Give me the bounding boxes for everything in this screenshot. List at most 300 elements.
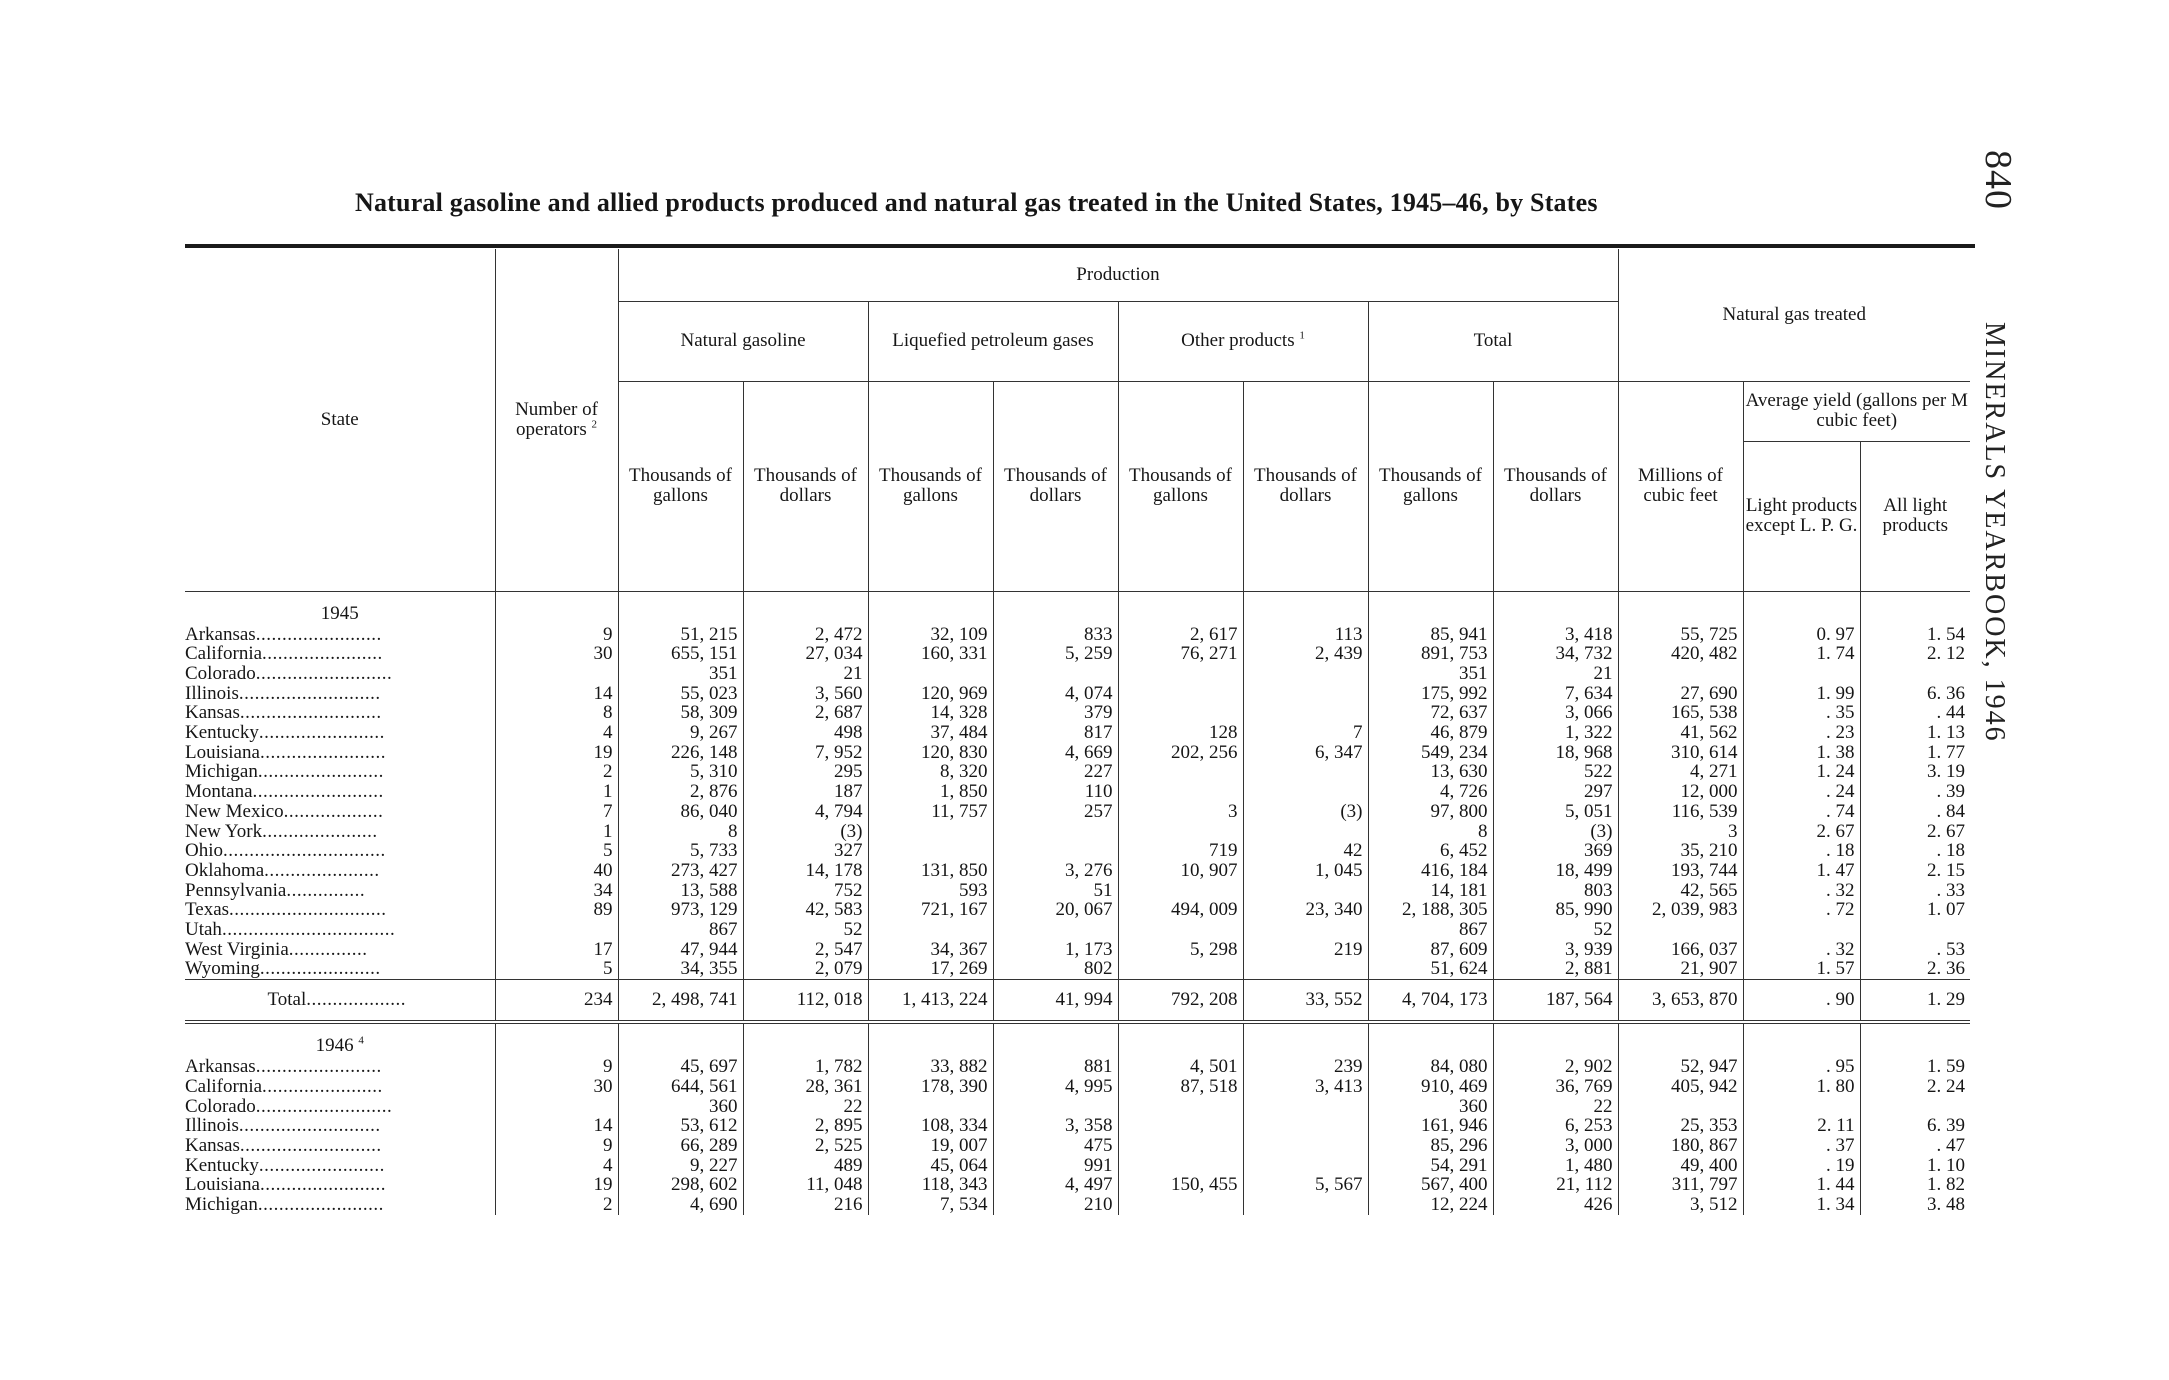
- cell-other-gallons: [1118, 762, 1243, 782]
- cell-total-gallons: 54, 291: [1368, 1156, 1493, 1176]
- header-lpg: Liquefied petroleum gases: [868, 301, 1118, 381]
- cell-lpg-gallons: 34, 367: [868, 940, 993, 960]
- cell-other-dollars: [1243, 959, 1368, 979]
- cell-total-dollars: 18, 499: [1493, 861, 1618, 881]
- cell-operators: 1: [495, 822, 618, 842]
- cell-yield-light: . 18: [1743, 841, 1860, 861]
- state-name: Arkansas........................: [185, 624, 382, 645]
- state-name: Louisiana........................: [185, 1175, 386, 1196]
- cell-ng-dollars: 752: [743, 881, 868, 901]
- table-row: [185, 782, 1970, 802]
- cell-gas-mcf: 3, 653, 870: [1618, 980, 1743, 1023]
- cell-lpg-gallons: 118, 343: [868, 1175, 993, 1195]
- cell-lpg-dollars: [993, 1097, 1118, 1117]
- cell-total-dollars: (3): [1493, 822, 1618, 842]
- table-row: [185, 920, 1970, 940]
- table-row: [185, 900, 1970, 920]
- cell-ng-gallons: 5, 310: [618, 762, 743, 782]
- cell-total-gallons: 85, 941: [1368, 625, 1493, 645]
- cell-yield-all-light: . 84: [1860, 802, 1970, 822]
- cell-total-dollars: 85, 990: [1493, 900, 1618, 920]
- cell-yield-light: 1. 99: [1743, 684, 1860, 704]
- cell-yield-all-light: 2. 12: [1860, 644, 1970, 664]
- state-name: Illinois...........................: [185, 1116, 381, 1136]
- cell-total-gallons: 6, 452: [1368, 841, 1493, 861]
- cell-total-gallons: 867: [1368, 920, 1493, 940]
- cell-ng-dollars: 2, 547: [743, 940, 868, 960]
- cell-yield-light: 1. 44: [1743, 1175, 1860, 1195]
- cell-ng-dollars: 52: [743, 920, 868, 940]
- cell-lpg-dollars: 210: [993, 1195, 1118, 1215]
- cell-lpg-dollars: 4, 497: [993, 1175, 1118, 1195]
- cell-ng-dollars: 187: [743, 782, 868, 802]
- cell-lpg-gallons: [868, 822, 993, 842]
- cell-gas-mcf: 4, 271: [1618, 762, 1743, 782]
- cell-other-dollars: [1243, 881, 1368, 901]
- state-name: Kentucky........................: [185, 723, 385, 743]
- cell-lpg-gallons: 120, 969: [868, 684, 993, 704]
- cell-ng-dollars: 2, 895: [743, 1116, 868, 1136]
- cell-other-gallons: [1118, 881, 1243, 901]
- cell-lpg-gallons: 32, 109: [868, 625, 993, 645]
- cell-total-dollars: 522: [1493, 762, 1618, 782]
- cell-total-dollars: 6, 253: [1493, 1116, 1618, 1136]
- cell-gas-mcf: 12, 000: [1618, 782, 1743, 802]
- cell-other-dollars: [1243, 1097, 1368, 1117]
- cell-total-dollars: 426: [1493, 1195, 1618, 1215]
- cell-operators: 9: [495, 1136, 618, 1156]
- header-mcf: Millions of cubic feet: [1618, 381, 1743, 591]
- cell-ng-gallons: 4, 690: [618, 1195, 743, 1215]
- table-row: [185, 822, 1970, 842]
- cell-total-gallons: 72, 637: [1368, 703, 1493, 723]
- cell-yield-light: 2. 67: [1743, 822, 1860, 842]
- cell-yield-all-light: [1860, 664, 1970, 684]
- header-all-light-products: All light products: [1860, 441, 1970, 591]
- cell-other-dollars: 42: [1243, 841, 1368, 861]
- cell-ng-gallons: 5, 733: [618, 841, 743, 861]
- cell-lpg-gallons: 37, 484: [868, 723, 993, 743]
- cell-operators: 2: [495, 762, 618, 782]
- cell-lpg-gallons: 11, 757: [868, 802, 993, 822]
- cell-yield-all-light: 1. 07: [1860, 900, 1970, 920]
- cell-yield-light: 1. 80: [1743, 1077, 1860, 1097]
- cell-yield-all-light: 3. 48: [1860, 1195, 1970, 1215]
- cell-other-gallons: [1118, 959, 1243, 979]
- cell-operators: 1: [495, 782, 618, 802]
- cell-gas-mcf: 180, 867: [1618, 1136, 1743, 1156]
- cell-operators: 4: [495, 1156, 618, 1176]
- top-rule: [185, 244, 1975, 248]
- cell-operators: [495, 1097, 618, 1117]
- cell-yield-all-light: 6. 36: [1860, 684, 1970, 704]
- cell-total-dollars: 2, 902: [1493, 1057, 1618, 1077]
- cell-total-dollars: 297: [1493, 782, 1618, 802]
- cell-operators: 34: [495, 881, 618, 901]
- cell-ng-dollars: 11, 048: [743, 1175, 868, 1195]
- cell-lpg-gallons: [868, 841, 993, 861]
- cell-operators: 17: [495, 940, 618, 960]
- cell-total-dollars: 369: [1493, 841, 1618, 861]
- cell-total-dollars: 3, 939: [1493, 940, 1618, 960]
- cell-operators: 30: [495, 1077, 618, 1097]
- table-row: [185, 1156, 1970, 1176]
- header-total-gallons: Thousands of gallons: [1368, 381, 1493, 591]
- cell-yield-all-light: 1. 54: [1860, 625, 1970, 645]
- header-operators: Number of operators $^2$: [495, 249, 618, 591]
- cell-yield-light: . 35: [1743, 703, 1860, 723]
- cell-ng-gallons: 58, 309: [618, 703, 743, 723]
- table-row: [185, 1175, 1970, 1195]
- cell-operators: 19: [495, 1175, 618, 1195]
- cell-ng-dollars: 7, 952: [743, 743, 868, 763]
- cell-operators: 30: [495, 644, 618, 664]
- cell-ng-dollars: 2, 079: [743, 959, 868, 979]
- cell-gas-mcf: 193, 744: [1618, 861, 1743, 881]
- cell-total-dollars: 36, 769: [1493, 1077, 1618, 1097]
- cell-ng-dollars: 2, 472: [743, 625, 868, 645]
- cell-lpg-dollars: 4, 669: [993, 743, 1118, 763]
- cell-ng-gallons: 55, 023: [618, 684, 743, 704]
- cell-other-gallons: [1118, 664, 1243, 684]
- cell-lpg-dollars: 4, 074: [993, 684, 1118, 704]
- cell-other-dollars: [1243, 782, 1368, 802]
- cell-other-dollars: [1243, 684, 1368, 704]
- cell-gas-mcf: 42, 565: [1618, 881, 1743, 901]
- cell-ng-dollars: 4, 794: [743, 802, 868, 822]
- cell-ng-gallons: 351: [618, 664, 743, 684]
- cell-gas-mcf: 116, 539: [1618, 802, 1743, 822]
- cell-other-gallons: 2, 617: [1118, 625, 1243, 645]
- cell-gas-mcf: 310, 614: [1618, 743, 1743, 763]
- header-ng-dollars: Thousands of dollars: [743, 381, 868, 591]
- cell-total-gallons: 87, 609: [1368, 940, 1493, 960]
- state-name: Texas..............................: [185, 900, 387, 921]
- cell-operators: 5: [495, 959, 618, 979]
- cell-other-dollars: 23, 340: [1243, 900, 1368, 920]
- cell-gas-mcf: 3: [1618, 822, 1743, 842]
- cell-ng-dollars: 489: [743, 1156, 868, 1176]
- cell-operators: 89: [495, 900, 618, 920]
- cell-ng-dollars: 295: [743, 762, 868, 782]
- table-row: [185, 1195, 1970, 1215]
- cell-other-dollars: [1243, 664, 1368, 684]
- cell-lpg-dollars: [993, 664, 1118, 684]
- table-row: [185, 940, 1970, 960]
- cell-ng-dollars: 14, 178: [743, 861, 868, 881]
- cell-ng-gallons: 53, 612: [618, 1116, 743, 1136]
- cell-total-dollars: 3, 066: [1493, 703, 1618, 723]
- cell-gas-mcf: [1618, 664, 1743, 684]
- cell-lpg-gallons: 593: [868, 881, 993, 901]
- header-production: Production: [618, 249, 1618, 301]
- cell-other-gallons: 150, 455: [1118, 1175, 1243, 1195]
- table-row: [185, 762, 1970, 782]
- cell-yield-all-light: . 39: [1860, 782, 1970, 802]
- cell-ng-dollars: 112, 018: [743, 980, 868, 1023]
- cell-lpg-dollars: 4, 995: [993, 1077, 1118, 1097]
- cell-yield-light: . 19: [1743, 1156, 1860, 1176]
- table-row: [185, 1057, 1970, 1077]
- state-name: Wyoming.......................: [185, 959, 381, 980]
- state-name: New Mexico...................: [185, 801, 384, 822]
- cell-gas-mcf: 166, 037: [1618, 940, 1743, 960]
- state-name: Kentucky........................: [185, 1155, 385, 1176]
- cell-lpg-gallons: 1, 850: [868, 782, 993, 802]
- cell-yield-light: . 32: [1743, 940, 1860, 960]
- year-label: 1945: [320, 602, 359, 624]
- cell-total-dollars: 5, 051: [1493, 802, 1618, 822]
- cell-other-dollars: 1, 045: [1243, 861, 1368, 881]
- cell-other-dollars: [1243, 703, 1368, 723]
- cell-yield-all-light: . 47: [1860, 1136, 1970, 1156]
- cell-total-gallons: 567, 400: [1368, 1175, 1493, 1195]
- year-row-1945: [185, 591, 1970, 625]
- cell-other-dollars: 7: [1243, 723, 1368, 743]
- cell-operators: 19: [495, 743, 618, 763]
- cell-lpg-dollars: 227: [993, 762, 1118, 782]
- cell-lpg-gallons: 8, 320: [868, 762, 993, 782]
- cell-total-dollars: 18, 968: [1493, 743, 1618, 763]
- cell-other-gallons: 128: [1118, 723, 1243, 743]
- header-other-products: Other products $^1$: [1118, 301, 1368, 381]
- state-name: Montana.........................: [185, 782, 384, 802]
- cell-yield-light: 1. 24: [1743, 762, 1860, 782]
- cell-yield-light: 1. 74: [1743, 644, 1860, 664]
- cell-ng-dollars: 21: [743, 664, 868, 684]
- cell-ng-dollars: 498: [743, 723, 868, 743]
- cell-ng-dollars: 2, 525: [743, 1136, 868, 1156]
- cell-lpg-gallons: 160, 331: [868, 644, 993, 664]
- cell-other-dollars: 113: [1243, 625, 1368, 645]
- cell-ng-gallons: 45, 697: [618, 1057, 743, 1077]
- table-row: [185, 664, 1970, 684]
- cell-lpg-dollars: 881: [993, 1057, 1118, 1077]
- cell-other-gallons: [1118, 920, 1243, 940]
- cell-total-gallons: 2, 188, 305: [1368, 900, 1493, 920]
- cell-ng-gallons: 34, 355: [618, 959, 743, 979]
- cell-total-gallons: 46, 879: [1368, 723, 1493, 743]
- cell-yield-all-light: [1860, 1097, 1970, 1117]
- cell-operators: 4: [495, 723, 618, 743]
- cell-other-dollars: 2, 439: [1243, 644, 1368, 664]
- cell-lpg-dollars: 51: [993, 881, 1118, 901]
- cell-total-gallons: 12, 224: [1368, 1195, 1493, 1215]
- cell-yield-all-light: 1. 13: [1860, 723, 1970, 743]
- cell-operators: 14: [495, 1116, 618, 1136]
- cell-other-gallons: 87, 518: [1118, 1077, 1243, 1097]
- cell-total-dollars: 1, 322: [1493, 723, 1618, 743]
- cell-ng-dollars: 27, 034: [743, 644, 868, 664]
- cell-yield-all-light: . 18: [1860, 841, 1970, 861]
- state-name: Louisiana........................: [185, 742, 386, 763]
- cell-ng-gallons: 86, 040: [618, 802, 743, 822]
- cell-ng-gallons: 973, 129: [618, 900, 743, 920]
- cell-yield-light: . 72: [1743, 900, 1860, 920]
- cell-operators: 14: [495, 684, 618, 704]
- cell-lpg-gallons: [868, 920, 993, 940]
- cell-lpg-gallons: 131, 850: [868, 861, 993, 881]
- cell-lpg-dollars: 991: [993, 1156, 1118, 1176]
- cell-lpg-gallons: 33, 882: [868, 1057, 993, 1077]
- page-margin-header: [1976, 150, 2020, 743]
- cell-gas-mcf: [1618, 1097, 1743, 1117]
- cell-yield-light: [1743, 920, 1860, 940]
- cell-total-dollars: 52: [1493, 920, 1618, 940]
- cell-ng-gallons: 2, 498, 741: [618, 980, 743, 1023]
- cell-ng-dollars: (3): [743, 822, 868, 842]
- header-total-dollars: Thousands of dollars: [1493, 381, 1618, 591]
- cell-yield-all-light: 1. 82: [1860, 1175, 1970, 1195]
- cell-ng-dollars: 3, 560: [743, 684, 868, 704]
- cell-lpg-dollars: 3, 358: [993, 1116, 1118, 1136]
- cell-ng-gallons: 9, 227: [618, 1156, 743, 1176]
- cell-other-gallons: 202, 256: [1118, 743, 1243, 763]
- cell-ng-gallons: 273, 427: [618, 861, 743, 881]
- cell-gas-mcf: 55, 725: [1618, 625, 1743, 645]
- header-ng-gallons: Thousands of gallons: [618, 381, 743, 591]
- table-row: [185, 959, 1970, 979]
- cell-other-dollars: 5, 567: [1243, 1175, 1368, 1195]
- header-other-dollars: Thousands of dollars: [1243, 381, 1368, 591]
- cell-ng-gallons: 51, 215: [618, 625, 743, 645]
- running-head: MINERALS YEARBOOK, 1946: [1979, 322, 2010, 743]
- cell-yield-all-light: . 53: [1860, 940, 1970, 960]
- cell-operators: [495, 920, 618, 940]
- state-name: West Virginia...............: [185, 939, 368, 960]
- cell-total-gallons: 97, 800: [1368, 802, 1493, 822]
- cell-lpg-gallons: 721, 167: [868, 900, 993, 920]
- cell-lpg-gallons: 14, 328: [868, 703, 993, 723]
- cell-ng-gallons: 47, 944: [618, 940, 743, 960]
- cell-other-dollars: 239: [1243, 1057, 1368, 1077]
- cell-other-dollars: (3): [1243, 802, 1368, 822]
- cell-gas-mcf: 420, 482: [1618, 644, 1743, 664]
- state-name: Colorado..........................: [185, 1096, 393, 1117]
- cell-operators: [495, 664, 618, 684]
- cell-total-gallons: 549, 234: [1368, 743, 1493, 763]
- cell-yield-light: . 32: [1743, 881, 1860, 901]
- cell-other-gallons: [1118, 782, 1243, 802]
- cell-gas-mcf: 35, 210: [1618, 841, 1743, 861]
- cell-ng-gallons: 9, 267: [618, 723, 743, 743]
- state-name: Michigan........................: [185, 762, 384, 783]
- state-name: Kansas...........................: [185, 703, 382, 724]
- table-row: [185, 861, 1970, 881]
- cell-ng-gallons: 867: [618, 920, 743, 940]
- header-state: State: [185, 249, 495, 591]
- cell-total-dollars: 803: [1493, 881, 1618, 901]
- cell-lpg-gallons: [868, 664, 993, 684]
- cell-yield-light: . 95: [1743, 1057, 1860, 1077]
- cell-yield-light: 2. 11: [1743, 1116, 1860, 1136]
- table-row: [185, 881, 1970, 901]
- footnote-mark: 2: [591, 418, 597, 431]
- cell-yield-all-light: 1. 77: [1860, 743, 1970, 763]
- cell-other-gallons: [1118, 703, 1243, 723]
- cell-gas-mcf: 311, 797: [1618, 1175, 1743, 1195]
- cell-operators: 5: [495, 841, 618, 861]
- cell-lpg-gallons: 108, 334: [868, 1116, 993, 1136]
- cell-lpg-dollars: 5, 259: [993, 644, 1118, 664]
- cell-total-dollars: 7, 634: [1493, 684, 1618, 704]
- cell-other-dollars: [1243, 1136, 1368, 1156]
- table-row: [185, 644, 1970, 664]
- cell-gas-mcf: 41, 562: [1618, 723, 1743, 743]
- footnote-mark: 4: [358, 1034, 364, 1047]
- cell-total-gallons: 85, 296: [1368, 1136, 1493, 1156]
- cell-other-gallons: 792, 208: [1118, 980, 1243, 1023]
- state-name: Pennsylvania...............: [185, 880, 366, 901]
- cell-total-gallons: 891, 753: [1368, 644, 1493, 664]
- year-row-1946: [185, 1022, 1970, 1057]
- cell-ng-dollars: 327: [743, 841, 868, 861]
- cell-ng-dollars: 2, 687: [743, 703, 868, 723]
- cell-yield-all-light: 1. 29: [1860, 980, 1970, 1023]
- cell-total-gallons: 161, 946: [1368, 1116, 1493, 1136]
- cell-gas-mcf: 27, 690: [1618, 684, 1743, 704]
- header-total: Total: [1368, 301, 1618, 381]
- cell-yield-all-light: . 33: [1860, 881, 1970, 901]
- cell-other-dollars: [1243, 1156, 1368, 1176]
- cell-total-dollars: 21, 112: [1493, 1175, 1618, 1195]
- cell-ng-gallons: 8: [618, 822, 743, 842]
- cell-lpg-dollars: 257: [993, 802, 1118, 822]
- cell-other-dollars: 33, 552: [1243, 980, 1368, 1023]
- cell-yield-light: . 37: [1743, 1136, 1860, 1156]
- cell-total-gallons: 175, 992: [1368, 684, 1493, 704]
- cell-operators: 234: [495, 980, 618, 1023]
- cell-lpg-gallons: 1, 413, 224: [868, 980, 993, 1023]
- cell-gas-mcf: 21, 907: [1618, 959, 1743, 979]
- cell-ng-dollars: 22: [743, 1097, 868, 1117]
- cell-other-dollars: [1243, 1116, 1368, 1136]
- cell-total-gallons: 8: [1368, 822, 1493, 842]
- table-row: [185, 1077, 1970, 1097]
- cell-gas-mcf: 52, 947: [1618, 1057, 1743, 1077]
- cell-total-dollars: 187, 564: [1493, 980, 1618, 1023]
- cell-total-dollars: 22: [1493, 1097, 1618, 1117]
- cell-lpg-dollars: 833: [993, 625, 1118, 645]
- state-name: Kansas...........................: [185, 1135, 382, 1156]
- state-name: Illinois...........................: [185, 683, 381, 704]
- table-row: [185, 1136, 1970, 1156]
- footnote-mark: 1: [1299, 329, 1305, 342]
- cell-ng-gallons: 360: [618, 1097, 743, 1117]
- cell-other-dollars: [1243, 920, 1368, 940]
- cell-total-dollars: 3, 418: [1493, 625, 1618, 645]
- header-other-gallons: Thousands of gallons: [1118, 381, 1243, 591]
- cell-ng-dollars: 42, 583: [743, 900, 868, 920]
- cell-other-dollars: 3, 413: [1243, 1077, 1368, 1097]
- cell-ng-gallons: 298, 602: [618, 1175, 743, 1195]
- cell-operators: 40: [495, 861, 618, 881]
- cell-gas-mcf: [1618, 920, 1743, 940]
- table-title: Natural gasoline and allied products produced and natural gas treated in the United States, 1945–46, by States: [355, 188, 1598, 217]
- header-natural-gasoline: Natural gasoline: [618, 301, 868, 381]
- cell-total-gallons: 910, 469: [1368, 1077, 1493, 1097]
- cell-yield-light: 1. 38: [1743, 743, 1860, 763]
- cell-operators: 9: [495, 625, 618, 645]
- cell-gas-mcf: 49, 400: [1618, 1156, 1743, 1176]
- cell-lpg-dollars: 475: [993, 1136, 1118, 1156]
- cell-gas-mcf: 3, 512: [1618, 1195, 1743, 1215]
- cell-lpg-dollars: 802: [993, 959, 1118, 979]
- cell-lpg-gallons: 7, 534: [868, 1195, 993, 1215]
- state-name: New York......................: [185, 821, 378, 842]
- cell-lpg-dollars: 817: [993, 723, 1118, 743]
- table-row: [185, 841, 1970, 861]
